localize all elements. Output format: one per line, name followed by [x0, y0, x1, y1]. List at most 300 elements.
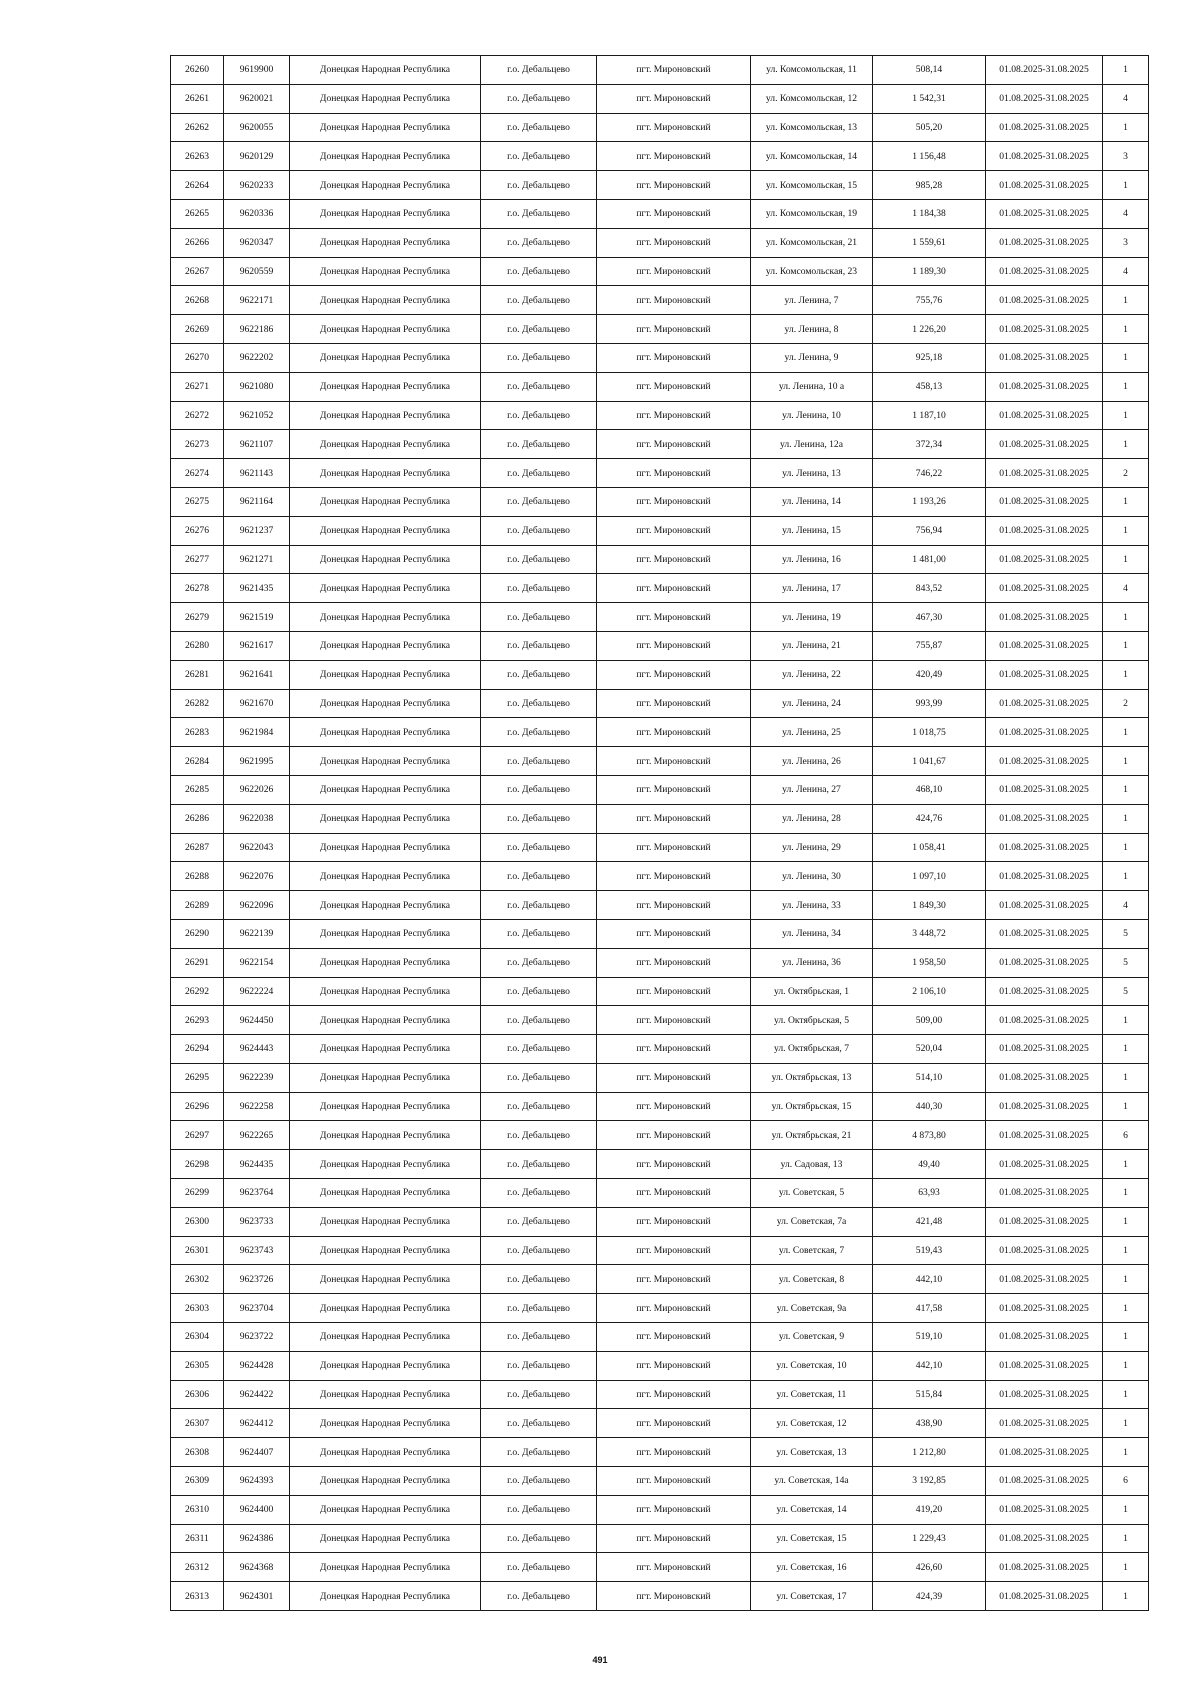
- table-row: [171, 372, 1149, 401]
- count-cell: 1: [1103, 1294, 1149, 1323]
- settlement-cell: пгт. Мироновский: [597, 545, 751, 574]
- settlement-cell: пгт. Мироновский: [597, 862, 751, 891]
- district-cell: г.о. Дебальцево: [481, 1207, 597, 1236]
- account-code-cell: 9621143: [224, 459, 290, 488]
- settlement-cell: пгт. Мироновский: [597, 430, 751, 459]
- settlement-cell: пгт. Мироновский: [597, 689, 751, 718]
- count-cell: 1: [1103, 1582, 1149, 1611]
- address-cell: ул. Ленина, 21: [751, 631, 873, 660]
- account-code-cell: 9622258: [224, 1092, 290, 1121]
- district-cell: г.о. Дебальцево: [481, 142, 597, 171]
- settlement-cell: пгт. Мироновский: [597, 343, 751, 372]
- district-cell: г.о. Дебальцево: [481, 545, 597, 574]
- table-row: [171, 775, 1149, 804]
- address-cell: ул. Ленина, 14: [751, 487, 873, 516]
- region-cell: Донецкая Народная Республика: [290, 1265, 481, 1294]
- address-cell: ул. Советская, 16: [751, 1553, 873, 1582]
- row-number-cell: 26263: [171, 142, 224, 171]
- count-cell: 1: [1103, 603, 1149, 632]
- count-cell: 1: [1103, 401, 1149, 430]
- table-row: [171, 1524, 1149, 1553]
- period-cell: 01.08.2025-31.08.2025: [986, 574, 1103, 603]
- account-code-cell: 9622224: [224, 977, 290, 1006]
- address-cell: ул. Ленина, 34: [751, 919, 873, 948]
- account-code-cell: 9622265: [224, 1121, 290, 1150]
- district-cell: г.о. Дебальцево: [481, 1179, 597, 1208]
- settlement-cell: пгт. Мироновский: [597, 1582, 751, 1611]
- page-number: 491: [592, 1655, 608, 1665]
- count-cell: 4: [1103, 574, 1149, 603]
- region-cell: Донецкая Народная Республика: [290, 631, 481, 660]
- district-cell: г.о. Дебальцево: [481, 1121, 597, 1150]
- address-cell: ул. Ленина, 12а: [751, 430, 873, 459]
- account-code-cell: 9620347: [224, 228, 290, 257]
- period-cell: 01.08.2025-31.08.2025: [986, 804, 1103, 833]
- table-row: [171, 1438, 1149, 1467]
- row-number-cell: 26284: [171, 747, 224, 776]
- row-number-cell: 26293: [171, 1006, 224, 1035]
- row-number-cell: 26306: [171, 1380, 224, 1409]
- area-cell: 508,14: [873, 56, 986, 85]
- account-code-cell: 9621052: [224, 401, 290, 430]
- table-row: [171, 919, 1149, 948]
- table-row: [171, 1582, 1149, 1611]
- period-cell: 01.08.2025-31.08.2025: [986, 430, 1103, 459]
- region-cell: Донецкая Народная Республика: [290, 919, 481, 948]
- row-number-cell: 26289: [171, 891, 224, 920]
- settlement-cell: пгт. Мироновский: [597, 171, 751, 200]
- region-cell: Донецкая Народная Республика: [290, 891, 481, 920]
- row-number-cell: 26301: [171, 1236, 224, 1265]
- table-row: [171, 574, 1149, 603]
- region-cell: Донецкая Народная Республика: [290, 775, 481, 804]
- address-cell: ул. Ленина, 22: [751, 660, 873, 689]
- account-code-cell: 9621984: [224, 718, 290, 747]
- area-cell: 426,60: [873, 1553, 986, 1582]
- row-number-cell: 26270: [171, 343, 224, 372]
- table-row: [171, 603, 1149, 632]
- settlement-cell: пгт. Мироновский: [597, 631, 751, 660]
- district-cell: г.о. Дебальцево: [481, 1351, 597, 1380]
- table-row: [171, 315, 1149, 344]
- row-number-cell: 26313: [171, 1582, 224, 1611]
- area-cell: 746,22: [873, 459, 986, 488]
- count-cell: 3: [1103, 228, 1149, 257]
- account-code-cell: 9622076: [224, 862, 290, 891]
- count-cell: 6: [1103, 1467, 1149, 1496]
- table-row: [171, 343, 1149, 372]
- count-cell: 1: [1103, 113, 1149, 142]
- table-row: [171, 430, 1149, 459]
- settlement-cell: пгт. Мироновский: [597, 1035, 751, 1064]
- area-cell: 1 226,20: [873, 315, 986, 344]
- region-cell: Донецкая Народная Республика: [290, 286, 481, 315]
- count-cell: 1: [1103, 343, 1149, 372]
- document-sheet: [170, 55, 1148, 1611]
- region-cell: Донецкая Народная Республика: [290, 1121, 481, 1150]
- count-cell: 1: [1103, 1063, 1149, 1092]
- address-cell: ул. Ленина, 29: [751, 833, 873, 862]
- registry-table-body: [171, 56, 1149, 1611]
- period-cell: 01.08.2025-31.08.2025: [986, 660, 1103, 689]
- row-number-cell: 26295: [171, 1063, 224, 1092]
- account-code-cell: 9622096: [224, 891, 290, 920]
- region-cell: Донецкая Народная Республика: [290, 1438, 481, 1467]
- settlement-cell: пгт. Мироновский: [597, 1092, 751, 1121]
- district-cell: г.о. Дебальцево: [481, 1092, 597, 1121]
- period-cell: 01.08.2025-31.08.2025: [986, 1553, 1103, 1582]
- district-cell: г.о. Дебальцево: [481, 660, 597, 689]
- settlement-cell: пгт. Мироновский: [597, 977, 751, 1006]
- region-cell: Донецкая Народная Республика: [290, 1092, 481, 1121]
- area-cell: 509,00: [873, 1006, 986, 1035]
- table-row: [171, 1467, 1149, 1496]
- period-cell: 01.08.2025-31.08.2025: [986, 631, 1103, 660]
- table-row: [171, 142, 1149, 171]
- table-row: [171, 84, 1149, 113]
- settlement-cell: пгт. Мироновский: [597, 1006, 751, 1035]
- table-row: [171, 1553, 1149, 1582]
- row-number-cell: 26288: [171, 862, 224, 891]
- table-row: [171, 1294, 1149, 1323]
- row-number-cell: 26300: [171, 1207, 224, 1236]
- count-cell: 1: [1103, 804, 1149, 833]
- account-code-cell: 9624412: [224, 1409, 290, 1438]
- account-code-cell: 9622038: [224, 804, 290, 833]
- period-cell: 01.08.2025-31.08.2025: [986, 1035, 1103, 1064]
- period-cell: 01.08.2025-31.08.2025: [986, 1294, 1103, 1323]
- district-cell: г.о. Дебальцево: [481, 1467, 597, 1496]
- area-cell: 515,84: [873, 1380, 986, 1409]
- area-cell: 1 559,61: [873, 228, 986, 257]
- district-cell: г.о. Дебальцево: [481, 1323, 597, 1352]
- registry-table: [170, 55, 1149, 1611]
- region-cell: Донецкая Народная Республика: [290, 747, 481, 776]
- area-cell: 1 097,10: [873, 862, 986, 891]
- address-cell: ул. Ленина, 36: [751, 948, 873, 977]
- account-code-cell: 9621080: [224, 372, 290, 401]
- period-cell: 01.08.2025-31.08.2025: [986, 1092, 1103, 1121]
- region-cell: Донецкая Народная Республика: [290, 56, 481, 85]
- period-cell: 01.08.2025-31.08.2025: [986, 833, 1103, 862]
- address-cell: ул. Комсомольская, 23: [751, 257, 873, 286]
- area-cell: 1 958,50: [873, 948, 986, 977]
- period-cell: 01.08.2025-31.08.2025: [986, 171, 1103, 200]
- account-code-cell: 9620129: [224, 142, 290, 171]
- period-cell: 01.08.2025-31.08.2025: [986, 1495, 1103, 1524]
- account-code-cell: 9621164: [224, 487, 290, 516]
- count-cell: 1: [1103, 1438, 1149, 1467]
- table-row: [171, 171, 1149, 200]
- period-cell: 01.08.2025-31.08.2025: [986, 459, 1103, 488]
- region-cell: Донецкая Народная Республика: [290, 833, 481, 862]
- address-cell: ул. Советская, 17: [751, 1582, 873, 1611]
- period-cell: 01.08.2025-31.08.2025: [986, 113, 1103, 142]
- area-cell: 3 448,72: [873, 919, 986, 948]
- district-cell: г.о. Дебальцево: [481, 343, 597, 372]
- settlement-cell: пгт. Мироновский: [597, 948, 751, 977]
- row-number-cell: 26271: [171, 372, 224, 401]
- account-code-cell: 9620055: [224, 113, 290, 142]
- count-cell: 1: [1103, 1409, 1149, 1438]
- settlement-cell: пгт. Мироновский: [597, 718, 751, 747]
- address-cell: ул. Октябрьская, 7: [751, 1035, 873, 1064]
- account-code-cell: 9622186: [224, 315, 290, 344]
- table-row: [171, 1121, 1149, 1150]
- region-cell: Донецкая Народная Республика: [290, 1380, 481, 1409]
- count-cell: 1: [1103, 1524, 1149, 1553]
- count-cell: 1: [1103, 315, 1149, 344]
- settlement-cell: пгт. Мироновский: [597, 1524, 751, 1553]
- settlement-cell: пгт. Мироновский: [597, 919, 751, 948]
- count-cell: 1: [1103, 487, 1149, 516]
- count-cell: 1: [1103, 1006, 1149, 1035]
- period-cell: 01.08.2025-31.08.2025: [986, 948, 1103, 977]
- row-number-cell: 26309: [171, 1467, 224, 1496]
- period-cell: 01.08.2025-31.08.2025: [986, 315, 1103, 344]
- period-cell: 01.08.2025-31.08.2025: [986, 343, 1103, 372]
- period-cell: 01.08.2025-31.08.2025: [986, 401, 1103, 430]
- settlement-cell: пгт. Мироновский: [597, 142, 751, 171]
- address-cell: ул. Садовая, 13: [751, 1150, 873, 1179]
- address-cell: ул. Советская, 8: [751, 1265, 873, 1294]
- table-row: [171, 1150, 1149, 1179]
- district-cell: г.о. Дебальцево: [481, 1294, 597, 1323]
- region-cell: Донецкая Народная Республика: [290, 1553, 481, 1582]
- period-cell: 01.08.2025-31.08.2025: [986, 747, 1103, 776]
- table-row: [171, 228, 1149, 257]
- area-cell: 505,20: [873, 113, 986, 142]
- region-cell: Донецкая Народная Республика: [290, 948, 481, 977]
- period-cell: 01.08.2025-31.08.2025: [986, 286, 1103, 315]
- table-row: [171, 747, 1149, 776]
- period-cell: 01.08.2025-31.08.2025: [986, 1524, 1103, 1553]
- table-row: [171, 1351, 1149, 1380]
- count-cell: 3: [1103, 142, 1149, 171]
- region-cell: Донецкая Народная Республика: [290, 487, 481, 516]
- district-cell: г.о. Дебальцево: [481, 459, 597, 488]
- settlement-cell: пгт. Мироновский: [597, 1467, 751, 1496]
- table-row: [171, 891, 1149, 920]
- row-number-cell: 26281: [171, 660, 224, 689]
- settlement-cell: пгт. Мироновский: [597, 1380, 751, 1409]
- period-cell: 01.08.2025-31.08.2025: [986, 891, 1103, 920]
- region-cell: Донецкая Народная Республика: [290, 718, 481, 747]
- area-cell: 1 212,80: [873, 1438, 986, 1467]
- row-number-cell: 26285: [171, 775, 224, 804]
- count-cell: 1: [1103, 775, 1149, 804]
- period-cell: 01.08.2025-31.08.2025: [986, 689, 1103, 718]
- district-cell: г.о. Дебальцево: [481, 977, 597, 1006]
- account-code-cell: 9624450: [224, 1006, 290, 1035]
- address-cell: ул. Ленина, 27: [751, 775, 873, 804]
- area-cell: 1 849,30: [873, 891, 986, 920]
- area-cell: 985,28: [873, 171, 986, 200]
- address-cell: ул. Советская, 12: [751, 1409, 873, 1438]
- period-cell: 01.08.2025-31.08.2025: [986, 977, 1103, 1006]
- table-row: [171, 1323, 1149, 1352]
- settlement-cell: пгт. Мироновский: [597, 1323, 751, 1352]
- count-cell: 1: [1103, 747, 1149, 776]
- settlement-cell: пгт. Мироновский: [597, 833, 751, 862]
- address-cell: ул. Ленина, 17: [751, 574, 873, 603]
- row-number-cell: 26287: [171, 833, 224, 862]
- count-cell: 1: [1103, 1323, 1149, 1352]
- area-cell: 1 229,43: [873, 1524, 986, 1553]
- district-cell: г.о. Дебальцево: [481, 257, 597, 286]
- region-cell: Донецкая Народная Республика: [290, 1236, 481, 1265]
- settlement-cell: пгт. Мироновский: [597, 372, 751, 401]
- district-cell: г.о. Дебальцево: [481, 1495, 597, 1524]
- address-cell: ул. Ленина, 15: [751, 516, 873, 545]
- account-code-cell: 9620233: [224, 171, 290, 200]
- period-cell: 01.08.2025-31.08.2025: [986, 1351, 1103, 1380]
- count-cell: 1: [1103, 1380, 1149, 1409]
- account-code-cell: 9621670: [224, 689, 290, 718]
- settlement-cell: пгт. Мироновский: [597, 1438, 751, 1467]
- settlement-cell: пгт. Мироновский: [597, 1294, 751, 1323]
- count-cell: 1: [1103, 372, 1149, 401]
- account-code-cell: 9623726: [224, 1265, 290, 1294]
- settlement-cell: пгт. Мироновский: [597, 1121, 751, 1150]
- address-cell: ул. Советская, 5: [751, 1179, 873, 1208]
- district-cell: г.о. Дебальцево: [481, 1150, 597, 1179]
- address-cell: ул. Октябрьская, 15: [751, 1092, 873, 1121]
- area-cell: 442,10: [873, 1351, 986, 1380]
- area-cell: 3 192,85: [873, 1467, 986, 1496]
- account-code-cell: 9624428: [224, 1351, 290, 1380]
- settlement-cell: пгт. Мироновский: [597, 459, 751, 488]
- address-cell: ул. Ленина, 7: [751, 286, 873, 315]
- table-row: [171, 718, 1149, 747]
- period-cell: 01.08.2025-31.08.2025: [986, 516, 1103, 545]
- period-cell: 01.08.2025-31.08.2025: [986, 1006, 1103, 1035]
- account-code-cell: 9624443: [224, 1035, 290, 1064]
- area-cell: 468,10: [873, 775, 986, 804]
- settlement-cell: пгт. Мироновский: [597, 1150, 751, 1179]
- address-cell: ул. Ленина, 8: [751, 315, 873, 344]
- period-cell: 01.08.2025-31.08.2025: [986, 603, 1103, 632]
- count-cell: 1: [1103, 1207, 1149, 1236]
- row-number-cell: 26290: [171, 919, 224, 948]
- period-cell: 01.08.2025-31.08.2025: [986, 545, 1103, 574]
- address-cell: ул. Ленина, 26: [751, 747, 873, 776]
- region-cell: Донецкая Народная Республика: [290, 516, 481, 545]
- area-cell: 2 106,10: [873, 977, 986, 1006]
- count-cell: 5: [1103, 948, 1149, 977]
- area-cell: 1 041,67: [873, 747, 986, 776]
- district-cell: г.о. Дебальцево: [481, 891, 597, 920]
- period-cell: 01.08.2025-31.08.2025: [986, 1207, 1103, 1236]
- table-row: [171, 948, 1149, 977]
- row-number-cell: 26298: [171, 1150, 224, 1179]
- row-number-cell: 26275: [171, 487, 224, 516]
- area-cell: 419,20: [873, 1495, 986, 1524]
- region-cell: Донецкая Народная Республика: [290, 1179, 481, 1208]
- region-cell: Донецкая Народная Республика: [290, 689, 481, 718]
- row-number-cell: 26304: [171, 1323, 224, 1352]
- area-cell: 1 189,30: [873, 257, 986, 286]
- district-cell: г.о. Дебальцево: [481, 603, 597, 632]
- area-cell: 1 481,00: [873, 545, 986, 574]
- period-cell: 01.08.2025-31.08.2025: [986, 1179, 1103, 1208]
- period-cell: 01.08.2025-31.08.2025: [986, 257, 1103, 286]
- row-number-cell: 26261: [171, 84, 224, 113]
- count-cell: 4: [1103, 891, 1149, 920]
- district-cell: г.о. Дебальцево: [481, 631, 597, 660]
- table-row: [171, 113, 1149, 142]
- district-cell: г.о. Дебальцево: [481, 1063, 597, 1092]
- row-number-cell: 26296: [171, 1092, 224, 1121]
- account-code-cell: 9622154: [224, 948, 290, 977]
- address-cell: ул. Октябрьская, 5: [751, 1006, 873, 1035]
- table-row: [171, 1409, 1149, 1438]
- area-cell: 843,52: [873, 574, 986, 603]
- count-cell: 4: [1103, 257, 1149, 286]
- period-cell: 01.08.2025-31.08.2025: [986, 228, 1103, 257]
- settlement-cell: пгт. Мироновский: [597, 660, 751, 689]
- address-cell: ул. Советская, 9а: [751, 1294, 873, 1323]
- settlement-cell: пгт. Мироновский: [597, 804, 751, 833]
- account-code-cell: 9624386: [224, 1524, 290, 1553]
- address-cell: ул. Ленина, 25: [751, 718, 873, 747]
- area-cell: 420,49: [873, 660, 986, 689]
- row-number-cell: 26297: [171, 1121, 224, 1150]
- account-code-cell: 9619900: [224, 56, 290, 85]
- account-code-cell: 9624422: [224, 1380, 290, 1409]
- district-cell: г.о. Дебальцево: [481, 199, 597, 228]
- settlement-cell: пгт. Мироновский: [597, 401, 751, 430]
- area-cell: 1 156,48: [873, 142, 986, 171]
- region-cell: Донецкая Народная Республика: [290, 1063, 481, 1092]
- account-code-cell: 9621519: [224, 603, 290, 632]
- row-number-cell: 26272: [171, 401, 224, 430]
- count-cell: 1: [1103, 1265, 1149, 1294]
- table-row: [171, 1495, 1149, 1524]
- settlement-cell: пгт. Мироновский: [597, 257, 751, 286]
- account-code-cell: 9624435: [224, 1150, 290, 1179]
- row-number-cell: 26310: [171, 1495, 224, 1524]
- region-cell: Донецкая Народная Республика: [290, 142, 481, 171]
- count-cell: 1: [1103, 516, 1149, 545]
- account-code-cell: 9622171: [224, 286, 290, 315]
- settlement-cell: пгт. Мироновский: [597, 1351, 751, 1380]
- account-code-cell: 9623743: [224, 1236, 290, 1265]
- address-cell: ул. Советская, 9: [751, 1323, 873, 1352]
- district-cell: г.о. Дебальцево: [481, 862, 597, 891]
- table-row: [171, 459, 1149, 488]
- period-cell: 01.08.2025-31.08.2025: [986, 862, 1103, 891]
- settlement-cell: пгт. Мироновский: [597, 1553, 751, 1582]
- region-cell: Донецкая Народная Республика: [290, 430, 481, 459]
- period-cell: 01.08.2025-31.08.2025: [986, 1409, 1103, 1438]
- row-number-cell: 26305: [171, 1351, 224, 1380]
- district-cell: г.о. Дебальцево: [481, 1006, 597, 1035]
- settlement-cell: пгт. Мироновский: [597, 1409, 751, 1438]
- region-cell: Донецкая Народная Республика: [290, 1351, 481, 1380]
- row-number-cell: 26277: [171, 545, 224, 574]
- period-cell: 01.08.2025-31.08.2025: [986, 1121, 1103, 1150]
- period-cell: 01.08.2025-31.08.2025: [986, 1265, 1103, 1294]
- area-cell: 458,13: [873, 372, 986, 401]
- region-cell: Донецкая Народная Республика: [290, 315, 481, 344]
- address-cell: ул. Октябрьская, 13: [751, 1063, 873, 1092]
- region-cell: Донецкая Народная Республика: [290, 228, 481, 257]
- address-cell: ул. Комсомольская, 19: [751, 199, 873, 228]
- account-code-cell: 9621435: [224, 574, 290, 603]
- address-cell: ул. Ленина, 9: [751, 343, 873, 372]
- table-row: [171, 862, 1149, 891]
